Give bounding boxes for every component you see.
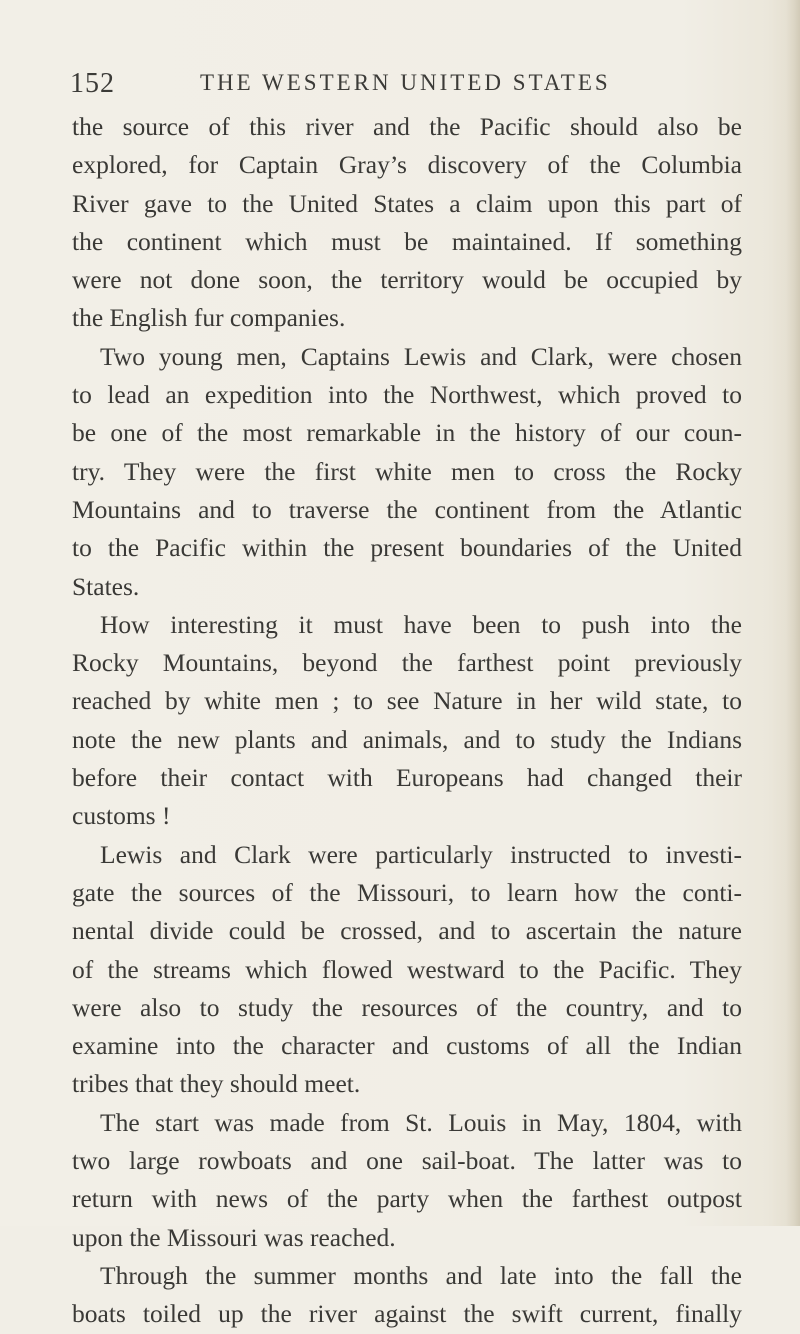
text-line: customs ! — [72, 801, 171, 831]
text-line: return with news of the party when the farthest outpost — [72, 1184, 742, 1214]
text-line: River gave to the United States a claim upon this part of — [72, 188, 742, 218]
text-line: the English fur companies. — [72, 303, 346, 333]
text-line: upon the Missouri was reached. — [72, 1222, 396, 1252]
text-line: were not done soon, the territory would be occupied by — [72, 265, 742, 295]
text-line: to lead an expedition into the Northwest, which proved to — [72, 380, 742, 410]
text-line: tribes that they should meet. — [72, 1069, 361, 1099]
text-line: Lewis and Clark were particularly instructed to investi- — [100, 839, 742, 869]
paragraph-4 — [72, 836, 742, 1104]
text-line: reached by white men ; to see Nature in her wild state, to — [72, 686, 742, 716]
text-line: gate the sources of the Missouri, to learn how the conti- — [72, 877, 742, 907]
text-line: the source of this river and the Pacific should also be — [72, 112, 742, 141]
text-line: examine into the character and customs of all the Indian — [72, 1031, 742, 1061]
paragraph-1 — [72, 108, 742, 338]
text-line: States. — [72, 571, 140, 601]
text-line: note the new plants and animals, and to study the Indians — [72, 724, 742, 754]
text-line: before their contact with Europeans had changed their — [72, 763, 742, 793]
page-edge-shadow — [786, 0, 800, 1226]
running-head — [0, 68, 800, 108]
text-line: of the streams which flowed westward to the Pacific. They — [72, 954, 742, 984]
paragraph-3 — [72, 606, 742, 836]
text-line: The start was made from St. Louis in May, 1804, with — [100, 1107, 742, 1137]
text-line: to the Pacific within the present boundaries of the United — [72, 533, 742, 563]
paragraph-6 — [72, 1257, 742, 1334]
text-line: be one of the most remarkable in the history of our coun- — [72, 418, 742, 448]
body-text — [72, 108, 742, 1334]
text-line: were also to study the resources of the country, and to — [72, 992, 742, 1022]
text-line: boats toiled up the river against the swift current, finally — [72, 1299, 742, 1329]
text-line: Through the summer months and late into the fall the — [100, 1260, 742, 1290]
text-line: two large rowboats and one sail-boat. The latter was to — [72, 1146, 742, 1176]
text-line: Two young men, Captains Lewis and Clark, were chosen — [100, 341, 742, 371]
text-line: Mountains and to traverse the continent from the Atlantic — [72, 494, 742, 524]
text-line: Rocky Mountains, beyond the farthest point previously — [72, 648, 742, 678]
page-number: 152 — [70, 68, 115, 99]
text-line: How interesting it must have been to push into the — [100, 609, 742, 639]
text-line: nental divide could be crossed, and to ascertain the nature — [72, 916, 742, 946]
running-title: THE WESTERN UNITED STATES — [200, 70, 611, 95]
text-line: the continent which must be maintained. If something — [72, 226, 742, 256]
text-line: explored, for Captain Gray’s discovery of the Columbia — [72, 150, 742, 180]
paragraph-2 — [72, 338, 742, 606]
text-line: try. They were the first white men to cross the Rocky — [72, 456, 742, 486]
paragraph-5 — [72, 1104, 742, 1257]
